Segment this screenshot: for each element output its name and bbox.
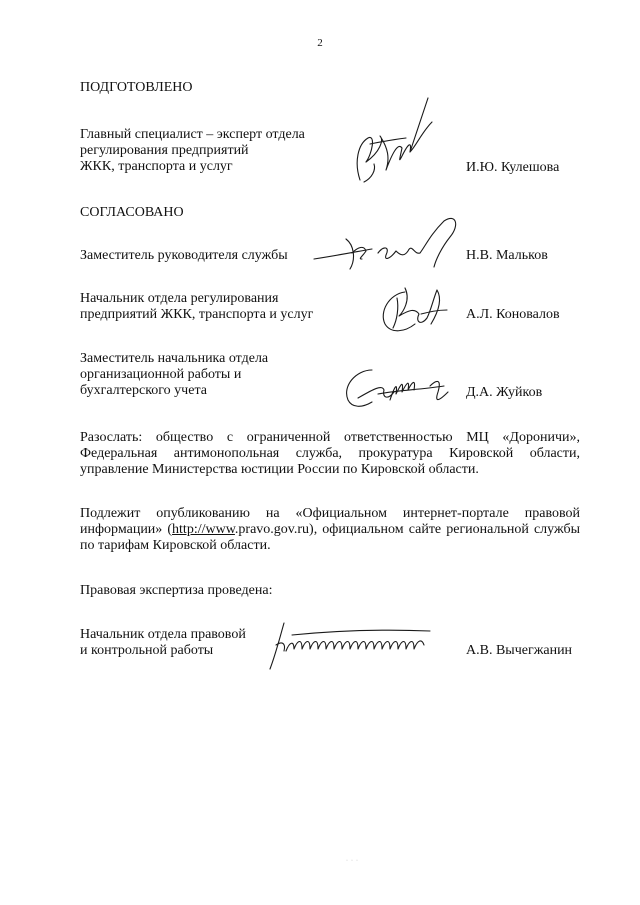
signer-2-position-line-1: Начальник отдела регулирования: [80, 291, 279, 306]
signature-konovalov: [375, 280, 455, 340]
signer-2-name: А.Л. Коновалов: [466, 307, 560, 322]
signer-3-position-line-3: бухгалтерского учета: [80, 383, 207, 398]
page-number: 2: [317, 37, 323, 49]
signer-3-position-line-2: организационной работы и: [80, 367, 242, 382]
publication-text-start: Подлежит опубликованию на «Официальном интернет-портале правовой информации» (: [80, 506, 580, 537]
signer-3-name: Д.А. Жуйков: [466, 385, 543, 400]
legal-review-position-line-2: и контрольной работы: [80, 643, 214, 658]
signature-vychegzhanin: [262, 615, 442, 675]
agreed-heading: СОГЛАСОВАНО: [80, 205, 184, 220]
signer-1-position-line-1: Заместитель руководителя службы: [80, 248, 288, 263]
publication-text-end: .pravo.gov.ru), официальном сайте региональной службы по тарифам Кировской области.: [80, 522, 580, 553]
distribution-list: Разослать: общество с ограниченной ответственностью МЦ «Дороничи», Федеральная антимонопольная служба, прокуратура Кировской области, управление Министерства юстиции России по Кировской области.: [80, 430, 580, 477]
signature-kuleshova: [350, 92, 440, 192]
scan-artifact: ···: [346, 858, 361, 864]
signer-3-position-line-1: Заместитель начальника отдела: [80, 351, 269, 366]
prepared-signer-name: И.Ю. Кулешова: [466, 160, 560, 175]
signer-1-name: Н.В. Мальков: [466, 248, 548, 263]
signature-malkov: [310, 215, 465, 275]
legal-review-position-line-1: Начальник отдела правовой: [80, 627, 246, 642]
legal-review-signer-name: А.В. Вычегжанин: [466, 643, 573, 658]
publication-notice: [80, 506, 580, 554]
signer-2-position-line-2: предприятий ЖКК, транспорта и услуг: [80, 307, 314, 322]
legal-review-statement: Правовая экспертиза проведена:: [80, 583, 273, 598]
publication-link[interactable]: http://www: [172, 522, 235, 537]
prepared-position-line-3: ЖКК, транспорта и услуг: [80, 159, 233, 174]
prepared-position-line-1: Главный специалист – эксперт отдела: [80, 127, 305, 142]
prepared-heading: ПОДГОТОВЛЕНО: [80, 80, 193, 95]
prepared-position-line-2: регулирования предприятий: [80, 143, 249, 158]
signature-zhuikov: [338, 360, 463, 415]
